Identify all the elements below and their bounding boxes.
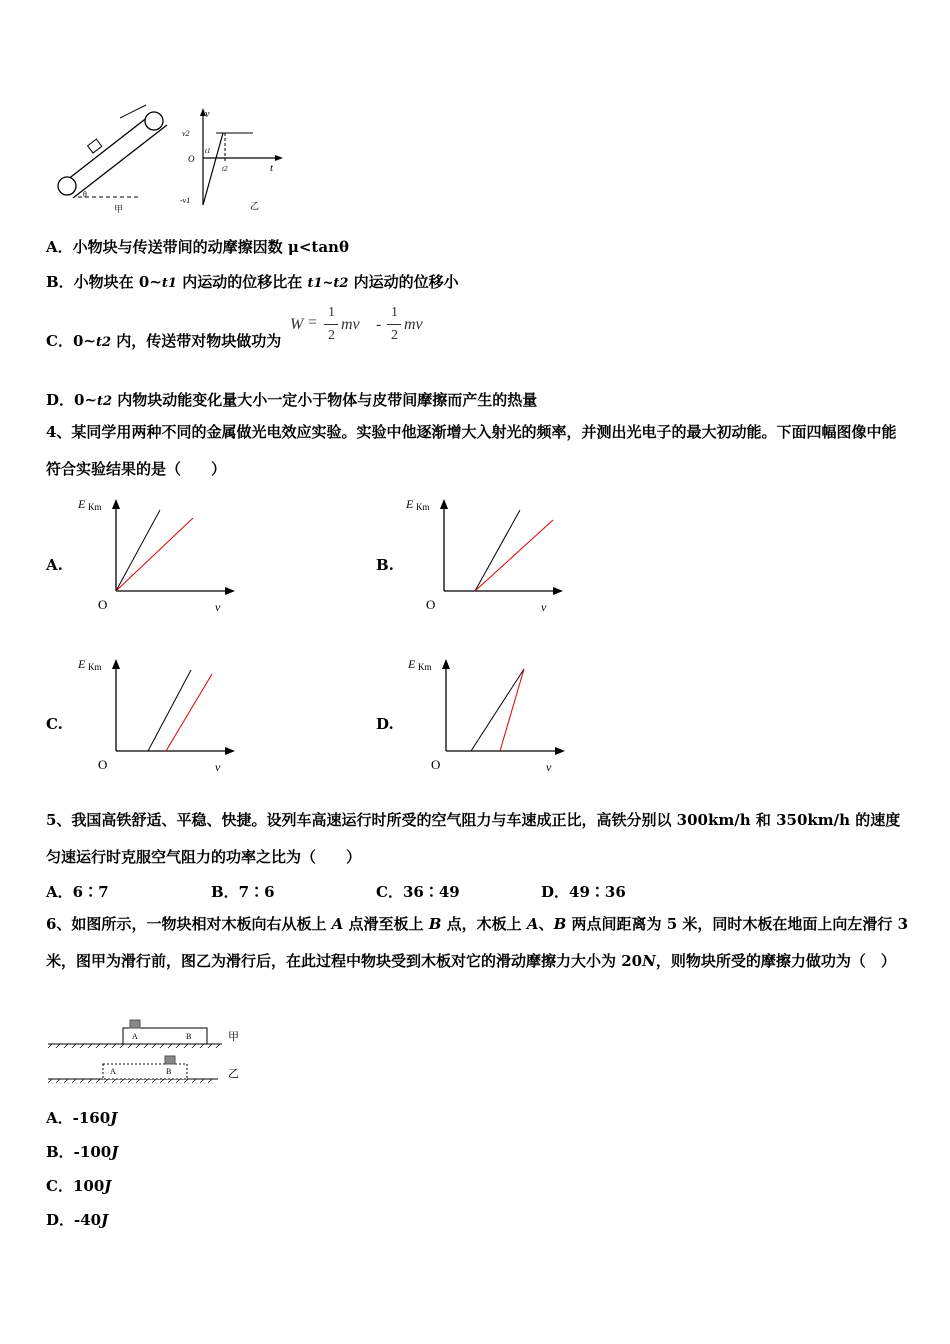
svg-text:O: O [98, 597, 108, 612]
svg-text:O: O [98, 757, 108, 772]
q4-label-d: D. [376, 715, 394, 733]
svg-text:ν: ν [215, 600, 221, 614]
q6-stem: 6、如图所示，一物块相对木板向右从板上 A 点滑至板上 B 点，木板上 A、B 两点间距离为 5 米，同时木板在地面上向左滑行 3 米，图甲为滑行前，图乙为滑行后，在此过程中物块受到木板对它的滑动摩擦力大小为 20N，则物块所受的摩擦力做功为（ ） [46, 915, 909, 970]
svg-text:ν: ν [541, 600, 547, 614]
board-figure [46, 1018, 246, 1088]
svg-text:Km: Km [88, 502, 102, 512]
q5-stem: 5、我国高铁舒适、平稳、快捷。设列车高速运行时所受的空气阻力与车速成正比，高铁分别以 300km/h 和 350km/h 的速度匀速运行时克服空气阻力的功率之比为（ ） [46, 811, 901, 866]
svg-text:A: A [132, 1032, 138, 1041]
q5-option-c: C．36∶49 [376, 883, 460, 901]
q6-option-c: C．100J [46, 1177, 112, 1195]
svg-text:Km: Km [416, 502, 430, 512]
svg-text:E: E [78, 657, 86, 671]
v-axis-label: v [205, 109, 210, 120]
t-axis-label: t [270, 162, 274, 174]
svg-text:乙: 乙 [228, 1068, 239, 1080]
t2-label: t2 [222, 165, 228, 173]
q3-option-c: C．0~t2 内，传送带对物块做功为 [46, 332, 282, 350]
svg-text:Km: Km [418, 662, 432, 672]
q4-stem: 4、某同学用两种不同的金属做光电效应实验。实验中他逐渐增大入射光的频率，并测出光电子的最大初动能。下面四幅图像中能符合实验结果的是（ ） [46, 423, 897, 478]
q6-option-d: D．-40J [46, 1211, 109, 1229]
svg-text:ν: ν [215, 760, 221, 774]
svg-text:O: O [426, 597, 436, 612]
q5-option-d: D．49∶36 [541, 883, 626, 901]
yi-label: 乙 [250, 201, 260, 211]
q6-option-a: A．-160J [46, 1109, 118, 1127]
q4-label-b: B. [376, 556, 394, 574]
theta-label: θ [83, 190, 87, 199]
graph-a [75, 494, 235, 619]
neg-v1-label: -v1 [180, 196, 191, 205]
svg-text:甲: 甲 [228, 1031, 239, 1043]
t1-label: t1 [205, 147, 211, 155]
svg-text:O: O [431, 757, 441, 772]
svg-text:B: B [186, 1032, 192, 1041]
q3-option-d: D．0~t2 内物块动能变化量大小一定小于物体与皮带间摩擦而产生的热量 [46, 391, 538, 409]
q6-option-b: B．-100J [46, 1143, 119, 1161]
q3-option-a: A．小物块与传送带间的动摩擦因数 μ<tanθ [46, 238, 349, 256]
graph-b [403, 494, 563, 619]
origin-label: O [188, 154, 195, 164]
vt-graph [178, 105, 288, 215]
v2-label: v2 [182, 129, 190, 138]
svg-text:E: E [406, 497, 414, 511]
q4-label-a: A. [46, 556, 63, 574]
q5-option-b: B．7∶6 [211, 883, 275, 901]
svg-text:A: A [110, 1067, 116, 1076]
svg-text:B: B [166, 1067, 172, 1076]
svg-text:E: E [408, 657, 416, 671]
jia-label: 甲 [114, 204, 124, 214]
graph-c [75, 654, 235, 779]
q3-option-b: B．小物块在 0~t1 内运动的位移比在 t1~t2 内运动的位移小 [46, 273, 459, 291]
svg-text:E: E [78, 497, 86, 511]
q5-option-a: A．6∶7 [46, 883, 109, 901]
q4-label-c: C. [46, 715, 63, 733]
svg-text:ν: ν [546, 760, 552, 774]
graph-d [405, 654, 565, 779]
svg-text:Km: Km [88, 662, 102, 672]
